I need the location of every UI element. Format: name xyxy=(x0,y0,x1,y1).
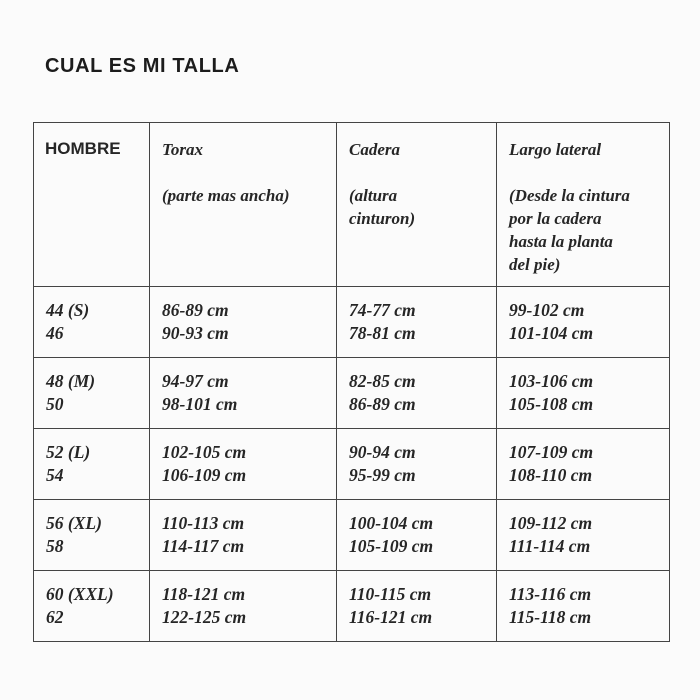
largo-value: 109-112 cm xyxy=(509,513,593,533)
table-row xyxy=(34,358,670,429)
size-label: 50 xyxy=(46,394,64,414)
size-cell xyxy=(34,287,150,358)
cadera-value: 78-81 cm xyxy=(349,323,416,343)
header-row xyxy=(34,123,670,287)
largo-cell xyxy=(497,429,670,500)
table-row xyxy=(34,500,670,571)
size-cell xyxy=(34,571,150,642)
largo-value: 103-106 cm xyxy=(509,371,594,391)
header-torax-label: Torax xyxy=(162,140,203,159)
cadera-cell xyxy=(337,500,497,571)
size-label: 54 xyxy=(46,465,64,485)
torax-value: 122-125 cm xyxy=(162,607,247,627)
largo-value: 107-109 cm xyxy=(509,442,594,462)
largo-value: 101-104 cm xyxy=(509,323,594,343)
size-label: 46 xyxy=(46,323,64,343)
torax-value: 94-97 cm xyxy=(162,371,229,391)
table-row xyxy=(34,429,670,500)
cadera-value: 90-94 cm xyxy=(349,442,416,462)
largo-value: 105-108 cm xyxy=(509,394,594,414)
torax-value: 110-113 cm xyxy=(162,513,245,533)
torax-cell xyxy=(150,500,337,571)
header-cadera xyxy=(337,123,497,287)
cadera-value: 105-109 cm xyxy=(349,536,434,556)
cadera-value: 110-115 cm xyxy=(349,584,432,604)
largo-value: 113-116 cm xyxy=(509,584,592,604)
header-largo-desc: (Desde la cintura por la cadera hasta la planta del pie) xyxy=(509,186,630,274)
header-torax-desc: (parte mas ancha) xyxy=(162,186,290,205)
size-label: 52 (L) xyxy=(46,442,91,462)
cadera-value: 82-85 cm xyxy=(349,371,416,391)
torax-value: 86-89 cm xyxy=(162,300,229,320)
header-largo-label: Largo lateral xyxy=(509,140,602,159)
largo-cell xyxy=(497,287,670,358)
size-label: 56 (XL) xyxy=(46,513,102,533)
torax-value: 114-117 cm xyxy=(162,536,245,556)
cadera-value: 95-99 cm xyxy=(349,465,416,485)
header-cadera-label: Cadera xyxy=(349,140,400,159)
cadera-cell xyxy=(337,358,497,429)
torax-value: 90-93 cm xyxy=(162,323,229,343)
size-label: 58 xyxy=(46,536,64,556)
largo-value: 108-110 cm xyxy=(509,465,593,485)
largo-cell xyxy=(497,571,670,642)
size-label: 62 xyxy=(46,607,64,627)
header-cadera-desc: (altura cinturon) xyxy=(349,186,416,228)
header-hombre: HOMBRE xyxy=(34,123,150,287)
cadera-cell xyxy=(337,429,497,500)
largo-cell xyxy=(497,358,670,429)
size-label: 60 (XXL) xyxy=(46,584,114,604)
torax-value: 106-109 cm xyxy=(162,465,247,485)
torax-cell xyxy=(150,429,337,500)
cadera-value: 116-121 cm xyxy=(349,607,433,627)
torax-cell xyxy=(150,287,337,358)
largo-value: 111-114 cm xyxy=(509,536,591,556)
cadera-cell xyxy=(337,287,497,358)
torax-cell xyxy=(150,571,337,642)
header-torax xyxy=(150,123,337,287)
size-cell xyxy=(34,429,150,500)
torax-cell xyxy=(150,358,337,429)
cadera-cell xyxy=(337,571,497,642)
cadera-value: 74-77 cm xyxy=(349,300,416,320)
cadera-value: 86-89 cm xyxy=(349,394,416,414)
table-row xyxy=(34,287,670,358)
size-label: 44 (S) xyxy=(46,300,90,320)
torax-value: 102-105 cm xyxy=(162,442,247,462)
torax-value: 118-121 cm xyxy=(162,584,246,604)
largo-value: 115-118 cm xyxy=(509,607,592,627)
size-label: 48 (M) xyxy=(46,371,96,391)
header-largo xyxy=(497,123,670,287)
cadera-value: 100-104 cm xyxy=(349,513,434,533)
table-row xyxy=(34,571,670,642)
size-chart-table xyxy=(33,122,670,642)
size-cell xyxy=(34,358,150,429)
size-cell xyxy=(34,500,150,571)
largo-value: 99-102 cm xyxy=(509,300,585,320)
torax-value: 98-101 cm xyxy=(162,394,238,414)
page-title: CUAL ES MI TALLA xyxy=(45,55,240,77)
largo-cell xyxy=(497,500,670,571)
